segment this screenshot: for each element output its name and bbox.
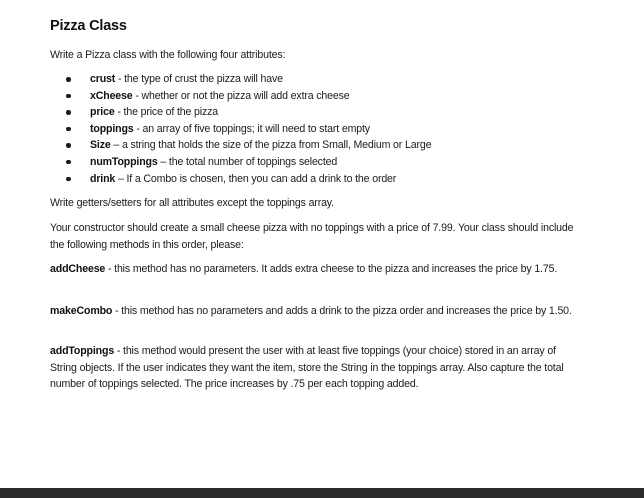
method-description: - this method would present the user with at least five toppings (your choice) stored in an array of String objects. If the user indicates they want the item, store the String in the toppings array. Also capture the total number of toppings selected. The price increases by .75 per each topping added. xyxy=(50,345,564,390)
bullet-icon xyxy=(66,127,71,132)
list-item xyxy=(66,171,586,188)
list-item xyxy=(66,154,586,171)
attribute-name: drink xyxy=(90,172,116,185)
bullet-icon xyxy=(66,177,71,182)
getters-setters-paragraph: Write getters/setters for all attributes except the toppings array. xyxy=(50,197,334,209)
list-item xyxy=(66,104,586,121)
method-make-combo xyxy=(50,303,580,320)
method-name: addToppings xyxy=(50,345,115,357)
method-description: - this method has no parameters. It adds extra cheese to the pizza and increases the price by 1.75. xyxy=(105,263,558,275)
bullet-icon xyxy=(66,110,71,115)
attribute-description: - the price of the pizza xyxy=(114,106,218,119)
method-add-cheese xyxy=(50,261,580,278)
method-description: - this method has no parameters and adds a drink to the pizza order and increases the price by 1.50. xyxy=(112,305,572,317)
intro-paragraph: Write a Pizza class with the following four attributes: xyxy=(50,49,286,61)
constructor-paragraph: Your constructor should create a small cheese pizza with no toppings with a price of 7.99. Your class should include the following methods in this order, please: xyxy=(50,222,574,251)
document-title: Pizza Class xyxy=(50,18,127,34)
bullet-icon xyxy=(66,94,71,99)
attribute-description: – a string that holds the size of the pizza from Small, Medium or Large xyxy=(110,139,432,152)
method-add-toppings xyxy=(50,343,580,393)
attribute-name: Size xyxy=(90,139,111,152)
bullet-icon xyxy=(66,143,71,148)
attribute-description: – the total number of toppings selected xyxy=(157,155,338,168)
list-item xyxy=(66,71,586,88)
attribute-name: price xyxy=(90,106,115,119)
attribute-description: - whether or not the pizza will add extra cheese xyxy=(132,89,350,102)
attribute-description: - an array of five toppings; it will need to start empty xyxy=(133,122,370,135)
attribute-name: xCheese xyxy=(90,89,133,102)
attribute-description: – If a Combo is chosen, then you can add a drink to the order xyxy=(115,172,397,185)
bullet-icon xyxy=(66,160,71,165)
list-item xyxy=(66,137,586,154)
method-name: addCheese xyxy=(50,263,106,275)
attribute-list xyxy=(66,71,586,187)
attribute-description: - the type of crust the pizza will have xyxy=(115,73,283,85)
list-item xyxy=(66,121,586,138)
bottom-bar xyxy=(0,488,644,498)
attribute-name: crust xyxy=(90,73,116,85)
attribute-name: toppings xyxy=(90,122,134,135)
list-item xyxy=(66,88,586,105)
attribute-name: numToppings xyxy=(90,155,158,168)
bullet-icon xyxy=(66,77,71,82)
method-name: makeCombo xyxy=(50,305,113,317)
